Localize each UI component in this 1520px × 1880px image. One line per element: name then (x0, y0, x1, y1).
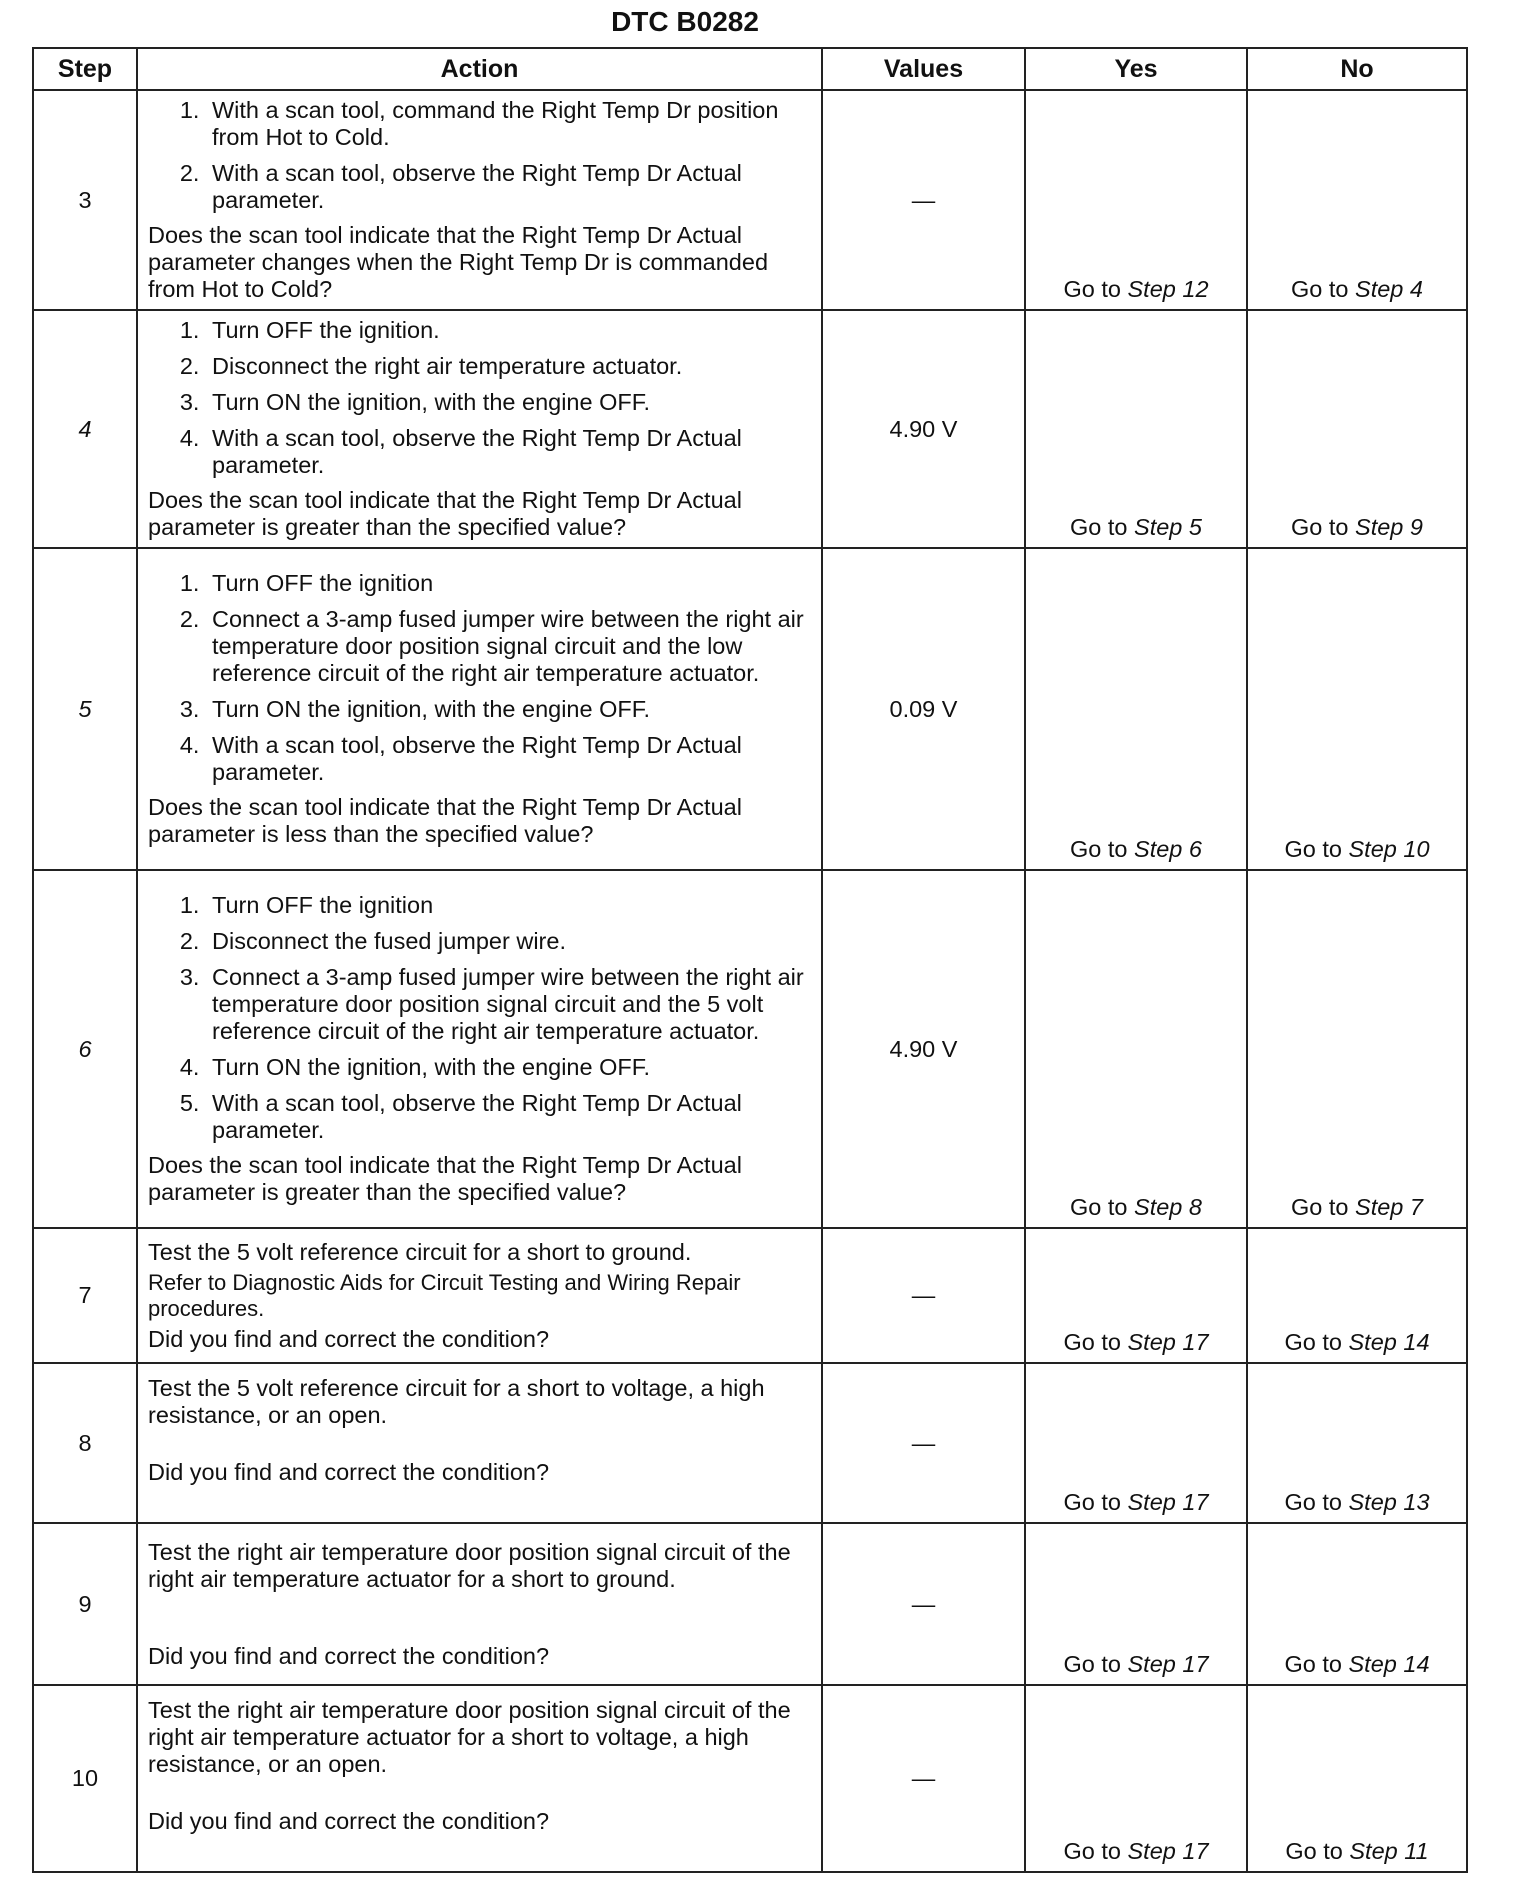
no-cell (1247, 870, 1467, 1228)
value-cell: — (822, 1685, 1025, 1872)
no-cell (1247, 1228, 1467, 1363)
action-steps-list (148, 97, 813, 214)
step-number: 10 (33, 1685, 137, 1872)
action-cell (137, 1228, 822, 1363)
goto-step-link: Step 6 (1134, 836, 1202, 862)
action-question: Did you find and correct the condition? (148, 1642, 550, 1669)
goto-step-link: Step 12 (1127, 276, 1209, 302)
action-question: Did you find and correct the condition? (148, 1458, 550, 1485)
action-cell (137, 1363, 822, 1523)
value-cell: — (822, 1228, 1025, 1363)
yes-cell (1025, 870, 1247, 1228)
action-cell (137, 870, 822, 1228)
goto-step-link: Step 5 (1134, 514, 1202, 540)
list-item: 2. Connect a 3-amp fused jumper wire between the right air temperature door position signal circuit and the low reference circuit of the right air temperature actuator. (206, 606, 813, 687)
goto-step-link: Step 9 (1355, 514, 1423, 540)
goto-step-link: Step 17 (1127, 1489, 1209, 1515)
goto-step-link: Step 14 (1348, 1329, 1430, 1355)
no-cell (1247, 1523, 1467, 1685)
no-cell (1247, 548, 1467, 870)
action-text: Test the 5 volt reference circuit for a short to voltage, a high resistance, or an open. (148, 1374, 765, 1428)
goto-prefix: Go to (1291, 276, 1356, 302)
action-cell (137, 310, 822, 548)
step-number: 6 (33, 870, 137, 1228)
yes-cell (1025, 90, 1247, 310)
yes-cell (1025, 1685, 1247, 1872)
no-cell (1247, 90, 1467, 310)
list-item: 2. Disconnect the right air temperature actuator. (206, 353, 813, 380)
document-title: DTC B0282 (611, 6, 759, 37)
step-number: 7 (33, 1228, 137, 1363)
spacer (148, 1597, 813, 1643)
value-cell: 4.90 V (822, 870, 1025, 1228)
yes-cell (1025, 1523, 1247, 1685)
list-item: 1. Turn OFF the ignition (206, 892, 813, 919)
action-question: Did you find and correct the condition? (148, 1807, 550, 1834)
table-row (33, 1228, 1467, 1363)
action-question: Does the scan tool indicate that the Right Temp Dr Actual parameter changes when the Right Temp Dr is commanded from Hot to Cold? (148, 222, 769, 302)
table-row (33, 1523, 1467, 1685)
no-cell (1247, 1363, 1467, 1523)
table-row (33, 1363, 1467, 1523)
goto-prefix: Go to (1063, 1651, 1128, 1677)
spacer (148, 1433, 813, 1459)
header-values: Values (822, 48, 1025, 90)
goto-prefix: Go to (1063, 1489, 1128, 1515)
spacer (148, 1782, 813, 1808)
action-steps-list (148, 892, 813, 1144)
action-steps-list (148, 317, 813, 479)
goto-step-link: Step 4 (1355, 276, 1423, 302)
value-cell: — (822, 1523, 1025, 1685)
yes-cell (1025, 1228, 1247, 1363)
list-item: 1. Turn OFF the ignition (206, 570, 813, 597)
list-item: 2. Disconnect the fused jumper wire. (206, 928, 813, 955)
step-number: 3 (33, 90, 137, 310)
list-item: 3. Turn ON the ignition, with the engine OFF. (206, 696, 813, 723)
no-cell (1247, 310, 1467, 548)
goto-prefix: Go to (1063, 276, 1128, 302)
goto-step-link: Step 17 (1127, 1329, 1209, 1355)
spacer (148, 1835, 813, 1861)
goto-step-link: Step 7 (1355, 1194, 1423, 1220)
list-item: 4. With a scan tool, observe the Right Temp Dr Actual parameter. (206, 732, 813, 786)
goto-prefix: Go to (1291, 514, 1356, 540)
list-item: 1. Turn OFF the ignition. (206, 317, 813, 344)
action-question: Does the scan tool indicate that the Right Temp Dr Actual parameter is greater than the specified value? (148, 1152, 742, 1205)
goto-step-link: Step 17 (1127, 1838, 1209, 1864)
diagnostic-table (32, 47, 1468, 1873)
list-item: 4. Turn ON the ignition, with the engine OFF. (206, 1054, 813, 1081)
list-item: 4. With a scan tool, observe the Right Temp Dr Actual parameter. (206, 425, 813, 479)
action-question: Does the scan tool indicate that the Right Temp Dr Actual parameter is less than the specified value? (148, 794, 742, 847)
goto-prefix: Go to (1284, 1489, 1349, 1515)
spacer (148, 1486, 813, 1512)
yes-cell (1025, 310, 1247, 548)
no-cell (1247, 1685, 1467, 1872)
table-row (33, 1685, 1467, 1872)
action-text: Test the 5 volt reference circuit for a short to ground. (148, 1238, 692, 1265)
action-steps-list (148, 570, 813, 786)
list-item: 3. Connect a 3-amp fused jumper wire between the right air temperature door position signal circuit and the 5 volt reference circuit of the right air temperature actuator. (206, 964, 813, 1045)
action-cell (137, 90, 822, 310)
list-item: 1. With a scan tool, command the Right Temp Dr position from Hot to Cold. (206, 97, 813, 151)
value-cell: — (822, 1363, 1025, 1523)
yes-cell (1025, 548, 1247, 870)
goto-prefix: Go to (1070, 514, 1135, 540)
header-action: Action (137, 48, 822, 90)
action-cell (137, 548, 822, 870)
step-number: 9 (33, 1523, 137, 1685)
yes-cell (1025, 1363, 1247, 1523)
goto-step-link: Step 8 (1134, 1194, 1202, 1220)
goto-prefix: Go to (1285, 1838, 1350, 1864)
goto-prefix: Go to (1063, 1329, 1128, 1355)
table-row (33, 548, 1467, 870)
action-cell (137, 1523, 822, 1685)
goto-step-link: Step 11 (1349, 1838, 1429, 1864)
header-no: No (1247, 48, 1467, 90)
step-number: 4 (33, 310, 137, 548)
goto-step-link: Step 17 (1127, 1651, 1209, 1677)
goto-prefix: Go to (1063, 1838, 1128, 1864)
list-item: 5. With a scan tool, observe the Right Temp Dr Actual parameter. (206, 1090, 813, 1144)
step-number: 5 (33, 548, 137, 870)
action-note: Refer to Diagnostic Aids for Circuit Testing and Wiring Repair procedures. (148, 1269, 741, 1321)
value-cell: 4.90 V (822, 310, 1025, 548)
table-row (33, 870, 1467, 1228)
goto-prefix: Go to (1070, 836, 1135, 862)
action-question: Does the scan tool indicate that the Right Temp Dr Actual parameter is greater than the specified value? (148, 487, 742, 540)
table-header-row (33, 48, 1467, 90)
action-question: Did you find and correct the condition? (148, 1325, 550, 1352)
goto-step-link: Step 10 (1348, 836, 1430, 862)
header-step: Step (33, 48, 137, 90)
table-row (33, 90, 1467, 310)
goto-step-link: Step 14 (1348, 1651, 1430, 1677)
goto-prefix: Go to (1284, 836, 1349, 862)
goto-step-link: Step 13 (1348, 1489, 1430, 1515)
value-cell: — (822, 90, 1025, 310)
action-text: Test the right air temperature door position signal circuit of the right air temperature actuator for a short to voltage, a high resistance, or an open. (148, 1696, 791, 1777)
action-text: Test the right air temperature door position signal circuit of the right air temperature actuator for a short to ground. (148, 1538, 791, 1592)
goto-prefix: Go to (1291, 1194, 1356, 1220)
action-cell (137, 1685, 822, 1872)
value-cell: 0.09 V (822, 548, 1025, 870)
goto-prefix: Go to (1070, 1194, 1135, 1220)
goto-prefix: Go to (1284, 1329, 1349, 1355)
goto-prefix: Go to (1284, 1651, 1349, 1677)
table-row (33, 310, 1467, 548)
step-number: 8 (33, 1363, 137, 1523)
list-item: 2. With a scan tool, observe the Right Temp Dr Actual parameter. (206, 160, 813, 214)
header-yes: Yes (1025, 48, 1247, 90)
list-item: 3. Turn ON the ignition, with the engine OFF. (206, 389, 813, 416)
